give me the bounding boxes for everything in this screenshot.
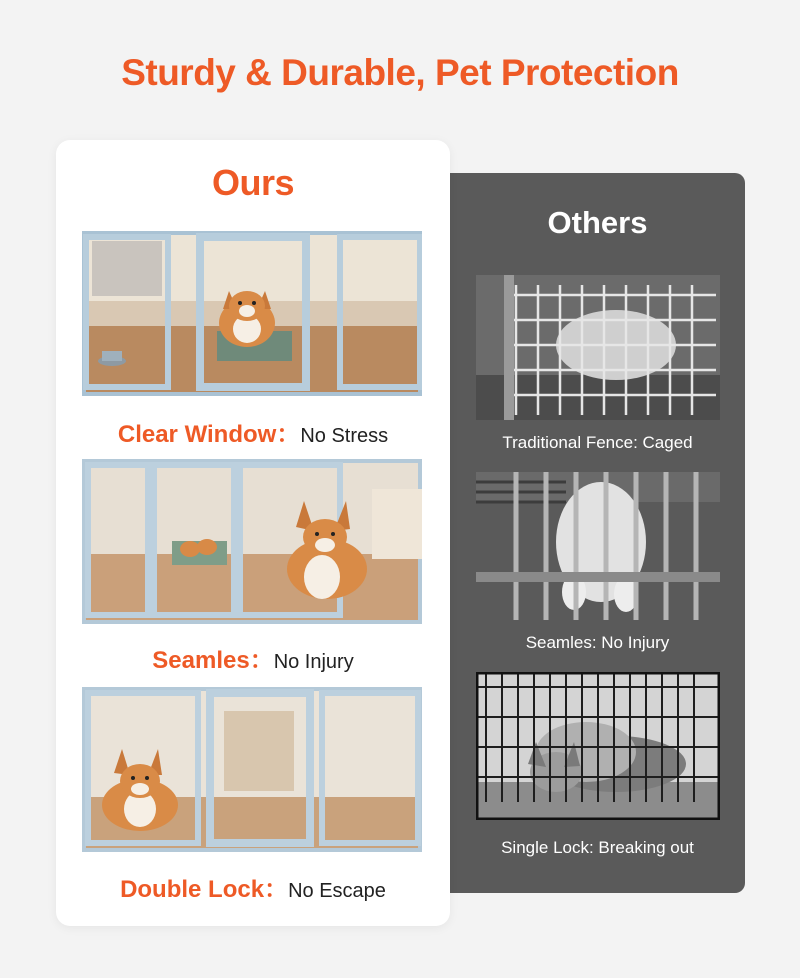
others-title: Others xyxy=(547,205,648,240)
ours-photo-double-lock xyxy=(82,687,422,852)
page-headline: Sturdy & Durable, Pet Protection xyxy=(121,52,679,93)
ours-caption-2 xyxy=(56,640,450,675)
ours-caption-key: Double Lock： xyxy=(120,876,289,903)
others-photo-caged xyxy=(476,275,720,420)
ours-caption-key: Clear Window： xyxy=(117,421,301,448)
others-photo-crate xyxy=(476,672,720,820)
others-caption-3: Single Lock: Breaking out xyxy=(501,838,694,857)
ours-caption-3 xyxy=(56,869,450,904)
ours-title: Ours xyxy=(211,162,295,203)
ours-caption-key: Seamles： xyxy=(152,647,274,674)
others-caption-1: Traditional Fence: Caged xyxy=(502,433,693,452)
ours-caption-1 xyxy=(56,414,450,449)
others-photo-paws xyxy=(476,472,720,620)
ours-photo-seamless xyxy=(82,459,422,624)
ours-caption-value: No Injury xyxy=(273,651,354,673)
ours-photo-clear-window xyxy=(82,231,422,396)
others-caption-2: Seamles: No Injury xyxy=(525,633,670,652)
ours-caption-value: No Stress xyxy=(300,425,389,447)
ours-caption-value: No Escape xyxy=(288,880,386,902)
